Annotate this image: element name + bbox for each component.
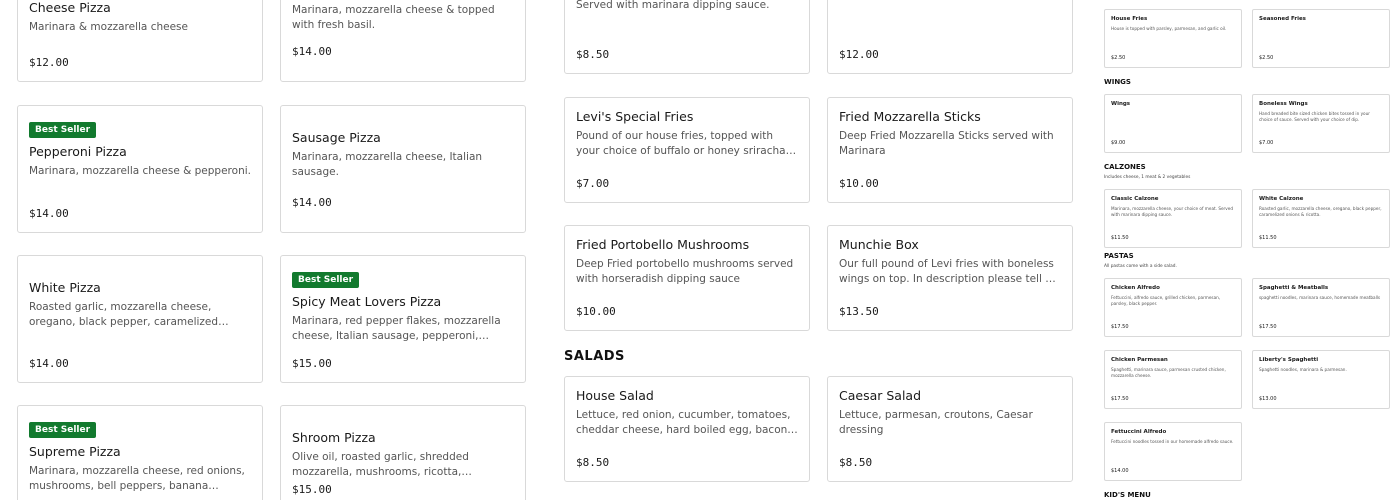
menu-item-sausage-pizza[interactable]: [280, 105, 526, 233]
item-price: $17.50: [1111, 324, 1129, 330]
item-description: Marinara, mozzarella cheese, your choice of meat. Served with marinara dipping sauce.: [1111, 206, 1233, 217]
item-description: Marinara, mozzarella cheese, red onions, mushrooms, bell peppers, banana: [29, 465, 245, 492]
item-price: $11.50: [1111, 235, 1129, 241]
best-seller-badge: Best Seller: [29, 122, 96, 138]
menu-item-chicken-alfredo[interactable]: [1104, 278, 1242, 337]
item-price: $11.50: [1259, 235, 1277, 241]
item-price: $9.00: [1111, 140, 1126, 146]
item-title: Seasoned Fries: [1259, 16, 1306, 22]
item-description: Roasted garlic, mozzarella cheese, oregano, black pepper, caramelized onions & ricotta.: [1259, 206, 1382, 217]
item-price: $15.00: [292, 483, 332, 496]
item-title: Spaghetti & Meatballs: [1259, 285, 1329, 291]
item-title: Classic Calzone: [1111, 196, 1159, 202]
item-description: Deep Fried portobello mushrooms served with horseradish dipping sauce: [576, 258, 794, 285]
item-description: Fettuccini, alfredo sauce, grilled chicken, parmesan, parsley, black pepper.: [1111, 295, 1221, 306]
section-note-calzones: Includes cheese, 1 meat & 2 vegetables: [1104, 175, 1191, 180]
item-price: $8.50: [839, 456, 873, 469]
item-description: Served with marinara dipping sauce.: [576, 0, 770, 11]
item-title: Cheese Pizza: [29, 0, 111, 15]
menu-item-munchie-box[interactable]: [827, 225, 1073, 331]
section-heading-pastas: PASTAS: [1104, 252, 1134, 260]
item-description: Fettuccini noodles tossed in our homemade alfredo sauce.: [1111, 439, 1234, 444]
menu-item-mozzarella-bites[interactable]: [827, 0, 1073, 74]
menu-item-caesar-salad[interactable]: [827, 376, 1073, 482]
item-title: Caesar Salad: [839, 388, 922, 403]
item-description: Spaghetti, marinara sauce, parmesan crusted chicken, mozzarella cheese.: [1111, 367, 1226, 378]
item-description: Deep Fried Mozzarella Sticks served with Marinara: [839, 130, 1054, 157]
item-price: $13.50: [839, 305, 879, 318]
menu-item-fried-mozzarella-sticks[interactable]: [827, 97, 1073, 203]
item-title: Supreme Pizza: [29, 444, 121, 459]
section-heading-kids-menu: KID'S MENU: [1104, 491, 1151, 499]
item-price: $10.00: [839, 177, 879, 190]
item-title: House Salad: [576, 388, 654, 403]
item-title: Spicy Meat Lovers Pizza: [292, 294, 442, 309]
item-description: Pound of our house fries, topped with your choice of buffalo or honey sriracha: [576, 130, 786, 157]
item-description: Spaghetti noodles, marinara & parmesan.: [1259, 367, 1347, 372]
menu-item-spaghetti-meatballs[interactable]: [1252, 278, 1390, 337]
menu-item-garlic-knots[interactable]: [564, 0, 810, 74]
item-price: $2.50: [1111, 55, 1126, 61]
menu-item-margherita-pizza[interactable]: [280, 0, 526, 82]
menu-item-classic-calzone[interactable]: [1104, 189, 1242, 248]
menu-item-house-fries[interactable]: [1104, 9, 1242, 68]
menu-item-boneless-wings[interactable]: [1252, 94, 1390, 153]
menu-item-fettuccini-alfredo[interactable]: [1104, 422, 1242, 481]
item-description: Marinara, mozzarella cheese, Italian sausage.: [292, 151, 483, 178]
item-description: Marinara, mozzarella cheese & pepperoni.: [29, 165, 251, 177]
section-heading-wings: WINGS: [1104, 78, 1131, 86]
item-description: Lettuce, red onion, cucumber, tomatoes, cheddar cheese, hard boiled egg, bacon: [576, 409, 791, 436]
menu-item-libertys-spaghetti[interactable]: [1252, 350, 1390, 409]
item-description: House is topped with parsley, parmesan, and garlic oil.: [1111, 26, 1227, 31]
item-title: Liberty's Spaghetti: [1259, 357, 1319, 363]
section-note-pastas: All pastas come with a side salad.: [1104, 264, 1177, 269]
item-price: $14.00: [292, 45, 332, 58]
item-title: Chicken Parmesan: [1111, 357, 1168, 363]
menu-item-cheese-pizza[interactable]: [17, 0, 263, 82]
menu-item-spicy-meat-lovers-pizza[interactable]: [280, 255, 526, 383]
item-price: $14.00: [29, 357, 69, 370]
item-price: $14.00: [292, 196, 332, 209]
item-price: $17.50: [1111, 396, 1129, 402]
item-price: $17.50: [1259, 324, 1277, 330]
item-price: $10.00: [576, 305, 616, 318]
item-description: Lettuce, parmesan, croutons, Caesar dressing: [839, 409, 1033, 436]
item-description: spaghetti noodles, marinara sauce, homemade meatballs: [1259, 295, 1381, 300]
item-title: Fried Mozzarella Sticks: [839, 109, 981, 124]
item-description: Roasted garlic, mozzarella cheese, oregano, black pepper, caramelized: [29, 301, 219, 328]
item-description: Hand breaded bite sized chicken bites tossed in your choice of sauce. Served with your choice of dip.: [1259, 111, 1370, 122]
item-price: $14.00: [29, 207, 69, 220]
item-price: $8.50: [576, 48, 610, 61]
item-price: $14.00: [1111, 468, 1129, 474]
menu-item-house-salad[interactable]: [564, 376, 810, 482]
item-title: House Fries: [1111, 16, 1148, 22]
best-seller-badge: Best Seller: [292, 272, 359, 288]
item-title: Levi's Special Fries: [576, 109, 694, 124]
item-title: Fried Portobello Mushrooms: [576, 237, 750, 252]
item-description: Marinara & mozzarella cheese: [29, 21, 188, 33]
section-heading-salads: SALADS: [564, 349, 625, 364]
item-title: White Pizza: [29, 280, 101, 295]
menu-item-white-calzone[interactable]: [1252, 189, 1390, 248]
item-price: $13.00: [1259, 396, 1277, 402]
item-title: Sausage Pizza: [292, 130, 381, 145]
menu-item-white-pizza[interactable]: [17, 255, 263, 383]
item-price: $7.00: [1259, 140, 1274, 146]
item-price: $8.50: [576, 456, 610, 469]
item-price: $2.50: [1259, 55, 1274, 61]
item-price: $12.00: [29, 56, 69, 69]
item-description: Olive oil, roasted garlic, shredded mozzarella, mushrooms, ricotta,: [292, 451, 469, 478]
item-title: Chicken Alfredo: [1111, 285, 1160, 291]
item-description: Our full pound of Levi fries with boneless wings on top. In description please tell us: [839, 258, 1058, 285]
menu-item-chicken-parmesan[interactable]: [1104, 350, 1242, 409]
best-seller-badge: Best Seller: [29, 422, 96, 438]
item-price: $12.00: [839, 48, 879, 61]
item-title: Munchie Box: [839, 237, 919, 252]
item-title: White Calzone: [1259, 196, 1304, 202]
menu-item-shroom-pizza[interactable]: [280, 405, 526, 500]
item-title: Boneless Wings: [1259, 101, 1308, 107]
section-heading-calzones: CALZONES: [1104, 163, 1146, 171]
item-price: $7.00: [576, 177, 610, 190]
menu-item-levis-special-fries[interactable]: [564, 97, 810, 203]
item-title: Pepperoni Pizza: [29, 144, 127, 159]
item-description: Marinara, mozzarella cheese & topped with fresh basil.: [292, 4, 495, 31]
menu-item-seasoned-fries[interactable]: [1252, 9, 1390, 68]
item-title: Shroom Pizza: [292, 430, 376, 445]
menu-item-pepperoni-pizza[interactable]: [17, 105, 263, 233]
menu-item-wings[interactable]: [1104, 94, 1242, 153]
item-title: Wings: [1111, 101, 1131, 107]
item-title: Fettuccini Alfredo: [1111, 429, 1167, 435]
item-description: Marinara, red pepper flakes, mozzarella cheese, Italian sausage, pepperoni,: [292, 315, 501, 342]
menu-item-fried-portobello-mushrooms[interactable]: [564, 225, 810, 331]
item-price: $15.00: [292, 357, 332, 370]
menu-item-supreme-pizza[interactable]: [17, 405, 263, 500]
